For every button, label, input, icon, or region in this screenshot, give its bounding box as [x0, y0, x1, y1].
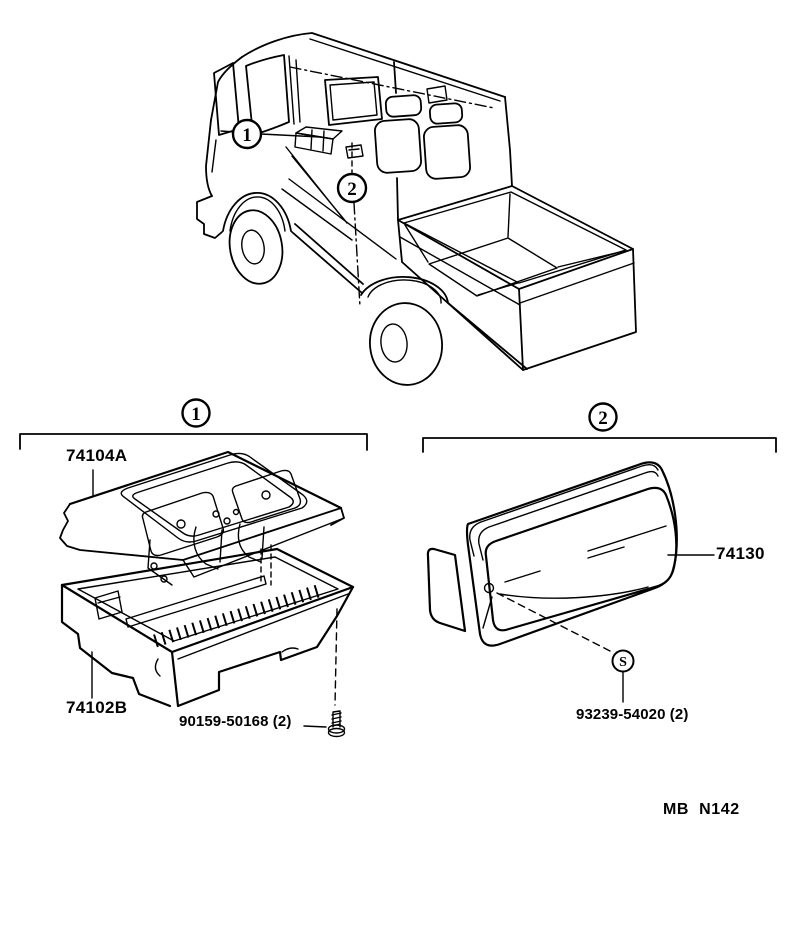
ash-cover-drawing	[428, 462, 677, 645]
ash-receptacle-location-2	[346, 145, 363, 158]
truck-bed	[398, 186, 636, 370]
section-1-callout-marker	[183, 400, 210, 427]
screw-leader-dashed	[335, 609, 337, 705]
section-1-callout-number: 1	[191, 404, 201, 425]
screw-marker-s	[613, 651, 634, 672]
part-number-74102b: 74102B	[66, 698, 128, 717]
truck-callout-1-marker	[233, 120, 261, 148]
cover-mount-tab	[428, 549, 465, 631]
truck-callout-2-marker	[338, 174, 366, 202]
part-number-74130: 74130	[716, 544, 765, 563]
callout-2-leader-lower	[354, 203, 360, 307]
section-2-callout-number: 2	[598, 408, 608, 429]
section-2-bracket	[423, 438, 776, 452]
screw-icon	[329, 711, 345, 737]
section-2-callout-marker	[590, 404, 617, 431]
truck-callout-1-number: 1	[242, 125, 252, 146]
part-number-90159-50168: 90159-50168 (2)	[179, 713, 292, 730]
screw-marker-s-letter: S	[619, 655, 627, 670]
retainer-plate-drawing	[60, 452, 344, 585]
seat-shapes	[374, 95, 471, 180]
label-leader-90159	[304, 726, 326, 727]
part-number-93239-54020: 93239-54020 (2)	[576, 706, 689, 723]
receptacle-box-drawing	[62, 549, 353, 706]
truck-callout-2-number: 2	[347, 179, 357, 200]
truck-illustration	[197, 33, 636, 389]
ash-receptacle-location-1	[295, 127, 342, 154]
page-code: MB N142	[663, 801, 740, 818]
part-number-74104a: 74104A	[66, 446, 128, 465]
